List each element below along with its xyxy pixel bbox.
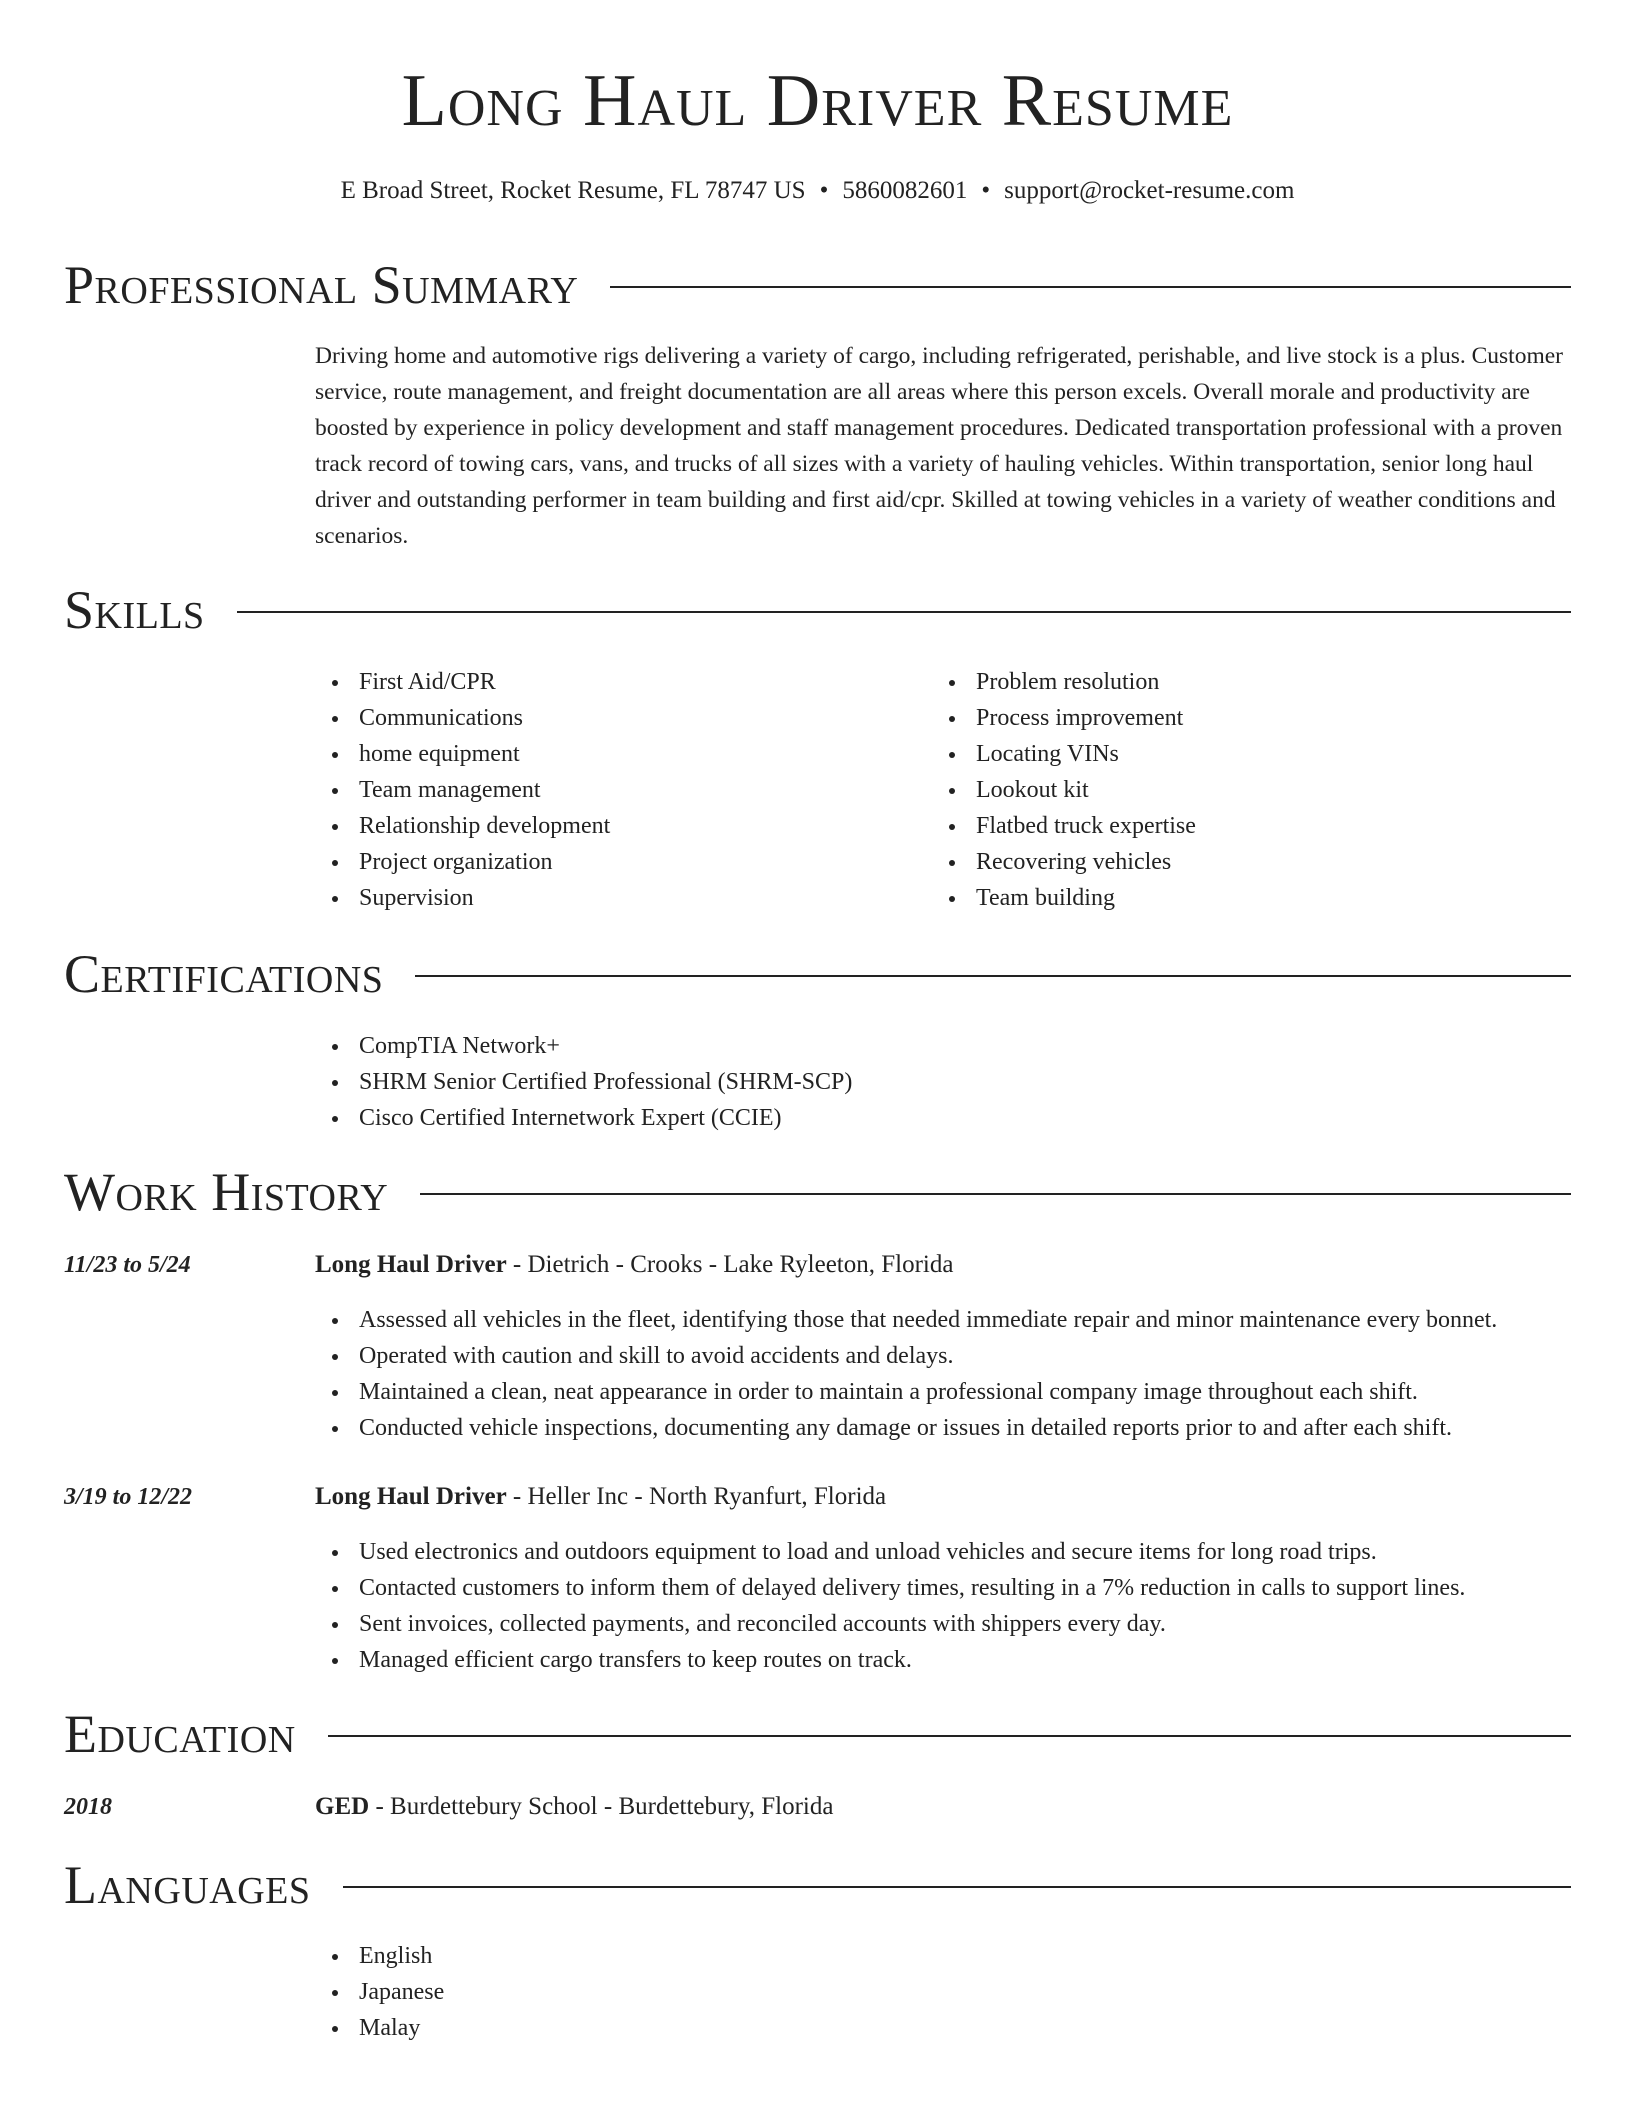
section-title: Education [64,1704,296,1764]
skills-list-left [315,664,610,916]
skill-item: First Aid/CPR [315,664,610,700]
section-divider [343,1886,1572,1888]
language-item: Japanese [315,1974,444,2010]
job-title: Long Haul Driver [315,1483,507,1510]
certification-item: Cisco Certified Internetwork Expert (CCIE) [315,1100,852,1136]
job-bullet: Operated with caution and skill to avoid accidents and delays. [315,1338,1497,1374]
section-title: Professional Summary [64,255,579,315]
job-bullets [315,1534,1465,1678]
education-degree: GED [315,1793,370,1820]
skill-item: Process improvement [932,700,1196,736]
job-bullet: Maintained a clean, neat appearance in order to maintain a professional company image throughout each shift. [315,1374,1497,1410]
skill-item: Team building [932,880,1196,916]
section-divider [420,1193,1571,1195]
skill-item: Relationship development [315,808,610,844]
language-item: Malay [315,2010,444,2046]
job-heading [315,1247,953,1283]
contact-email: support@rocket-resume.com [1004,177,1295,204]
education-school: - Burdettebury School - Burdettebury, Florida [369,1793,834,1820]
skill-item: home equipment [315,736,610,772]
certifications-list [315,1028,852,1136]
contact-line [64,174,1571,208]
contact-separator: • [981,177,991,204]
section-languages-heading [64,1853,1571,1917]
skill-item: Flatbed truck expertise [932,808,1196,844]
language-item: English [315,1938,444,1974]
job-dates: 11/23 to 5/24 [64,1252,191,1278]
job-dates: 3/19 to 12/22 [64,1484,193,1510]
section-summary-heading [64,253,1571,317]
skill-item: Recovering vehicles [932,844,1196,880]
section-education-heading [64,1702,1571,1766]
section-title: Languages [64,1855,311,1915]
skill-item: Lookout kit [932,772,1196,808]
job-employer: - Dietrich - Crooks - Lake Ryleeton, Florida [506,1251,954,1278]
certification-item: SHRM Senior Certified Professional (SHRM-SCP) [315,1064,852,1100]
section-title: Skills [64,580,205,640]
section-certifications-heading [64,942,1571,1006]
education-entry [315,1789,833,1825]
section-divider [415,975,1571,977]
job-bullets [315,1302,1497,1446]
section-divider [610,286,1571,288]
skill-item: Locating VINs [932,736,1196,772]
skill-item: Problem resolution [932,664,1196,700]
job-bullet: Managed efficient cargo transfers to keep routes on track. [315,1642,1465,1678]
contact-phone: 5860082601 [842,177,968,204]
education-year: 2018 [64,1794,112,1820]
contact-address: E Broad Street, Rocket Resume, FL 78747 US [340,177,806,204]
section-divider [237,611,1571,613]
job-heading [315,1479,886,1515]
section-skills-heading [64,578,1571,642]
section-divider [328,1735,1571,1737]
skills-list-right [932,664,1196,916]
skill-item: Project organization [315,844,610,880]
languages-list [315,1938,444,2046]
job-title: Long Haul Driver [315,1251,507,1278]
resume-title: Long Haul Driver Resume [401,60,1234,142]
section-work-heading [64,1160,1571,1224]
contact-separator: • [819,177,829,204]
job-bullet: Sent invoices, collected payments, and reconciled accounts with shippers every day. [315,1606,1465,1642]
skill-item: Supervision [315,880,610,916]
job-bullet: Contacted customers to inform them of delayed delivery times, resulting in a 7% reduction in calls to support lines. [315,1570,1465,1606]
section-title: Work History [64,1162,389,1222]
job-bullet: Conducted vehicle inspections, documenting any damage or issues in detailed reports prior to and after each shift. [315,1410,1497,1446]
summary-text: Driving home and automotive rigs delivering a variety of cargo, including refrigerated, perishable, and live stock is a plus. Customer service, route management, and freight documentation are all areas where this person excels. Overall morale and productivity are boosted by experience in policy development and staff management procedures. Dedicated transportation professional with a proven track record of towing cars, vans, and trucks of all sizes with a variety of hauling vehicles. Within transportation, senior long haul driver and outstanding performer in team building and first aid/cpr. Skilled at towing vehicles in a variety of weather conditions and scenarios. [315,343,1563,549]
job-bullet: Used electronics and outdoors equipment to load and unload vehicles and secure items for long road trips. [315,1534,1465,1570]
job-employer: - Heller Inc - North Ryanfurt, Florida [506,1483,887,1510]
skill-item: Team management [315,772,610,808]
job-bullet: Assessed all vehicles in the fleet, identifying those that needed immediate repair and minor maintenance every bonnet. [315,1302,1497,1338]
section-title: Certifications [64,944,384,1004]
skill-item: Communications [315,700,610,736]
certification-item: CompTIA Network+ [315,1028,852,1064]
